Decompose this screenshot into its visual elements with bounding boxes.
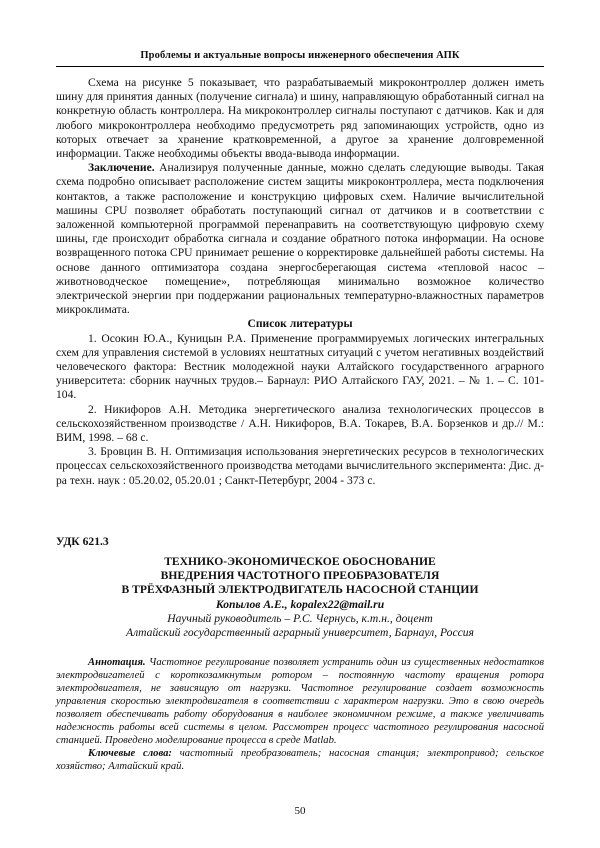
abstract-text: Частотное регулирование позволяет устранить один из существенных недостатков электродвигателей с короткозамкнутым ротором – постоянную частоту вращения ротора электродвигателя, не зависящую от нагрузки. Частотное регулирование создает возможность управления скоростью электродвигателя в соответствии с характером нагрузки. Это в свою очередь позволяет обеспечивать работу оборудования в наиболее экономичном режиме, а также увеличивать надежность работы всей системы в целом. Рассмотрен процесс частотного регулирования насосной станцией. Проведено моделирование процесса в среде Matlab. [56, 657, 544, 746]
article-title-block [56, 555, 544, 640]
article-title-line: ТЕХНИКО-ЭКОНОМИЧЕСКОЕ ОБОСНОВАНИЕ [164, 555, 436, 568]
reference-item: 2. Никифоров А.Н. Методика энергетического анализа технологических процессов в сельскохозяйственном производстве / А.Н. Никифоров, В.А. Токарев, В.А. Борзенков и др.// М.: ВИМ, 1998. – 68 с. [56, 402, 544, 445]
abstract-paragraph [56, 656, 544, 747]
affiliation: Алтайский государственный аграрный университет, Барнаул, Россия [126, 626, 474, 640]
conclusion-text: Анализируя полученные данные, можно сделать следующие выводы. Такая схема подробно описывает расположение систем защиты микроконтроллера, места подключения контактов, а также расположение и конструкцию цифровых схем. Наличие вычислительной машины CPU позволяет обработать поступающий сигнал от датчиков и в соответствии с заложенной компьютерной программой перенаправить на соответствующую цифровую схему шины, где происходит обработка сигнала и создание обратного потока информации. На основе возвращенного потока CPU принимает решение о корректировке дальнейшей работы системы. На основе данного оптимизатора создана энергосберегающая система «тепловой насос – животноводческое помещение», потребляющая минимально возможное количество электрической энергии при поддержании рациональных температурно-влажностных параметров микроклимата. [56, 161, 544, 317]
article-title-line: ВНЕДРЕНИЯ ЧАСТОТНОГО ПРЕОБРАЗОВАТЕЛЯ [160, 569, 440, 583]
keywords-paragraph [56, 747, 544, 773]
abstract-label: Аннотация. [88, 657, 146, 668]
references-title: Список литературы [247, 317, 353, 331]
paragraph-conclusion [56, 161, 544, 317]
conclusion-label: Заключение. [88, 161, 155, 175]
abstract [56, 656, 544, 773]
author: Копылов А.Е., kopalex22@mail.ru [215, 597, 385, 611]
header-rule [56, 66, 544, 67]
udk-code: УДК 621.3 [56, 535, 109, 548]
body-text [56, 76, 544, 488]
reference-item: 3. Бровцин В. Н. Оптимизация использования энергетических ресурсов в технологических процессах сельскохозяйственного производства методами вычислительного эксперимента: Дис. д-ра техн. наук : 05.20.02, 05.20.01 ; Санкт-Петербург, 2004 - 373 с. [56, 445, 544, 487]
reference-item: 1. Осокин Ю.А., Куницын Р.А. Применение программируемых логических интегральных схем для управления системой в условиях нештатных ситуаций с учетом негативных воздействий человеческого фактора: Вестник молодежной науки Алтайского государственного аграрного университета: сборник научных трудов.– Барнаул: РИО Алтайского ГАУ, 2021. – № 1. – С. 101-104. [56, 331, 544, 402]
running-title: Проблемы и актуальные вопросы инженерного обеспечения АПК [140, 50, 460, 61]
keywords-label: Ключевые слова: [88, 748, 172, 759]
page-number: 50 [294, 805, 306, 817]
article-title-line: В ТРЁХФАЗНЫЙ ЭЛЕКТРОДВИГАТЕЛЬ НАСОСНОЙ СТАНЦИИ [121, 583, 479, 597]
keywords-text: частотный преобразователь; насосная станция; электропривод; сельское хозяйство; Алтайский край. [56, 748, 544, 772]
supervisor: Научный руководитель – Р.С. Чернусь, к.т.н., доцент [167, 611, 433, 625]
paragraph-figure-description: Схема на рисунке 5 показывает, что разрабатываемый микроконтроллер должен иметь шину для принятия данных (получение сигнала) и шину, направляющую обработанный сигнал на конкретную область контроллера. На микроконтроллер сигналы поступают с датчиков. Как и для любого микроконтроллера необходимо предусмотреть ряд запоминающих устройств, одно из которых отвечает за хранение кратковременной, а другое за хранение долговременной информации. Также необходимы объекты ввода-вывода информации. [56, 76, 544, 161]
